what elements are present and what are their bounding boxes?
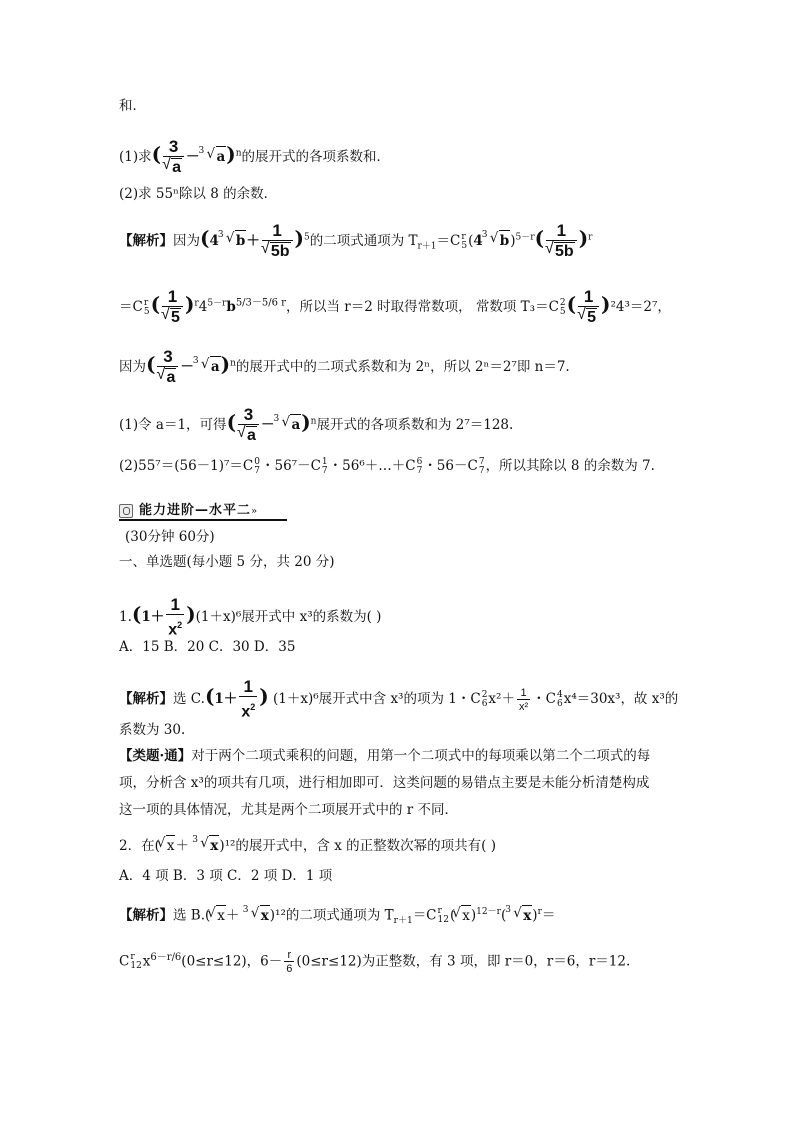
problem-2 [119, 184, 277, 204]
question-number: 2．在( [119, 838, 160, 854]
question-text: )¹²的展开式中，含 x 的正整数次幂的项共有( ) [219, 838, 496, 854]
solution-text: 的展开式中的二项式系数和为 2ⁿ，所以 2ⁿ＝2⁷即 n＝7. [235, 359, 570, 375]
solution-text: ，故 x³的 [620, 691, 679, 708]
tip-line-1 [119, 746, 650, 766]
solution-text: 展开式的各项系数和为 2⁷＝128. [316, 417, 514, 433]
solution-line-2: ＝C r 5 ( 1 √ 5 )$^r4^{5-r}b^{5/3-5/6 r}$，所以当 r＝2 时取得常数项， 常数项 T₃＝C 2 5 ( 1 √ 5 )²4³＝2⁷， [119, 288, 671, 327]
question-1-options [119, 637, 295, 657]
solution-line-1: 【解析】因为(4 3 √ b＋ 1 √ 5b )$^5$的二项式通项为 $T_{r+1}=C$ r 5 (4 3 √ b)$^{5-r}$( 1 √ 5b )$^r$ [119, 222, 592, 261]
tip-line-3 [119, 800, 458, 820]
solution-text: ，所以其除以 8 的余数为 7. [485, 458, 655, 474]
time-text: (30分钟 60分) [125, 529, 215, 545]
solution-text: 的二项式通项为 T [309, 233, 418, 249]
heading-underline [119, 519, 287, 521]
answer-1-line-2 [119, 720, 185, 740]
fraction: 3 √ a [163, 138, 184, 177]
solution-text: )¹²的二项式通项为 T [269, 907, 394, 924]
question-2-options [119, 866, 332, 886]
solution-text: ＝C [436, 233, 461, 249]
time-note [125, 527, 215, 547]
solution-text: ²4³＝2⁷， [610, 299, 671, 315]
section-heading: 能力进阶—水平二» [119, 500, 257, 522]
solution-tag: 【解析】 [119, 691, 173, 708]
section-text: 一、单选题(每小题 5 分，共 20 分) [119, 554, 335, 570]
line-text: 和． [119, 98, 146, 114]
solution-text: (1)令 a＝1，可得 [119, 417, 227, 433]
lightbulb-icon [119, 504, 133, 518]
solution-line-3: 因为( 3 √ a － 3 √ a)$^n$的展开式中的二项式系数和为 2ⁿ，所以 2ⁿ＝2⁷即 n＝7. [119, 348, 570, 387]
question-number: 1. [119, 609, 132, 626]
text-line [119, 96, 146, 116]
heading-text: 能力进阶—水平二 [139, 503, 252, 518]
solution-text: 因为 [173, 233, 200, 249]
answer-1: 【解析】选 C.(1＋ $\frac{1}{x^2}$ ) (1＋x)⁶展开式中含 x³的项为 1・C 2 6 x²＋ $\frac{1}{\text{x²}}$ ・C 4 6 x⁴＝30x³，故 x³的 [119, 677, 679, 721]
tip-text: 项，分析含 x³的项共有几项，进行相加即可．这类问题的易错点主要是未能分析清楚构成 [119, 775, 650, 791]
solution-text: ，所以当 r＝2 时取得常数项， 常数项 T₃＝C [285, 299, 559, 315]
solution-text: (1＋x)⁶展开式中含 x³的项为 1・C [273, 691, 481, 708]
solution-text: 选 B.( [173, 907, 211, 924]
problem-text: (2)求 55ⁿ除以 8 的余数． [119, 186, 278, 202]
solution-line-4: (1)令 a＝1，可得( 3 √ a － 3 √ a)$^n$展开式的各项系数和为 2⁷＝128. [119, 406, 513, 445]
solution-text: (2)55⁷＝(56－1)⁷＝C [119, 458, 254, 474]
tip-text: 对于两个二项式乘积的问题，用第一个二项式中的每项乘以第二个二项式的每 [191, 748, 651, 764]
solution-text: (0≤r≤12)为正整数，有 3 项，即 r＝0，r＝6，r＝12. [296, 953, 631, 970]
options-text: A．4 项 B．3 项 C．2 项 D．1 项 [119, 868, 333, 884]
question-2: 2．在(√ x＋ 3 √ x)¹²的展开式中，含 x 的正整数次幂的项共有( ) [119, 835, 496, 856]
options-text: A．15 B．20 C．30 D．35 [119, 639, 296, 655]
tip-tag: 【类题·通】 [119, 748, 192, 764]
problem-1: (1)求( 3 √ a － 3 √ a)$^n$的展开式的各项系数和． [119, 138, 390, 177]
question-1: 1.(1＋ $\frac{1}{x^2}$ )(1＋x)⁶展开式中 x³的系数为( ) [119, 595, 382, 639]
solution-text: 因为 [119, 359, 146, 375]
answer-2: 【解析】选 B.(√ x＋ 3 √ x)¹²的二项式通项为 $T_{r+1}=C$ r 12 (√ x)$^{12-r}$( 3 √ x)$^r$＝ [119, 902, 555, 931]
solution-tag: 【解析】 [119, 233, 173, 249]
solution-text: 选 C. [173, 691, 205, 708]
problem-text: 的展开式的各项系数和． [241, 149, 391, 165]
solution-text: 系数为 30. [119, 722, 186, 738]
problem-label: (1)求 [119, 149, 152, 165]
answer-2-line-2: C r 12 $x^{6-r/6}(0\le r\le 12)$，6－ $\frac{r}{6}$ (0≤r≤12)为正整数，有 3 项，即 r＝0，r＝6，r＝12. [119, 949, 631, 975]
solution-line-5: (2)55⁷＝(56－1)⁷＝C 0 7 ・56⁷－C 1 7 ・56⁶＋…＋C 6 7 ・56－C 7 7 ，所以其除以 8 的余数为 7. [119, 456, 655, 476]
tip-text: 这一项的具体情况，尤其是两个二项展开式中的 r 不同． [119, 802, 459, 818]
tip-line-2 [119, 773, 649, 793]
solution-tag: 【解析】 [119, 907, 173, 924]
section-title [119, 552, 334, 572]
question-text: (1＋x)⁶展开式中 x³的系数为( ) [195, 609, 382, 626]
